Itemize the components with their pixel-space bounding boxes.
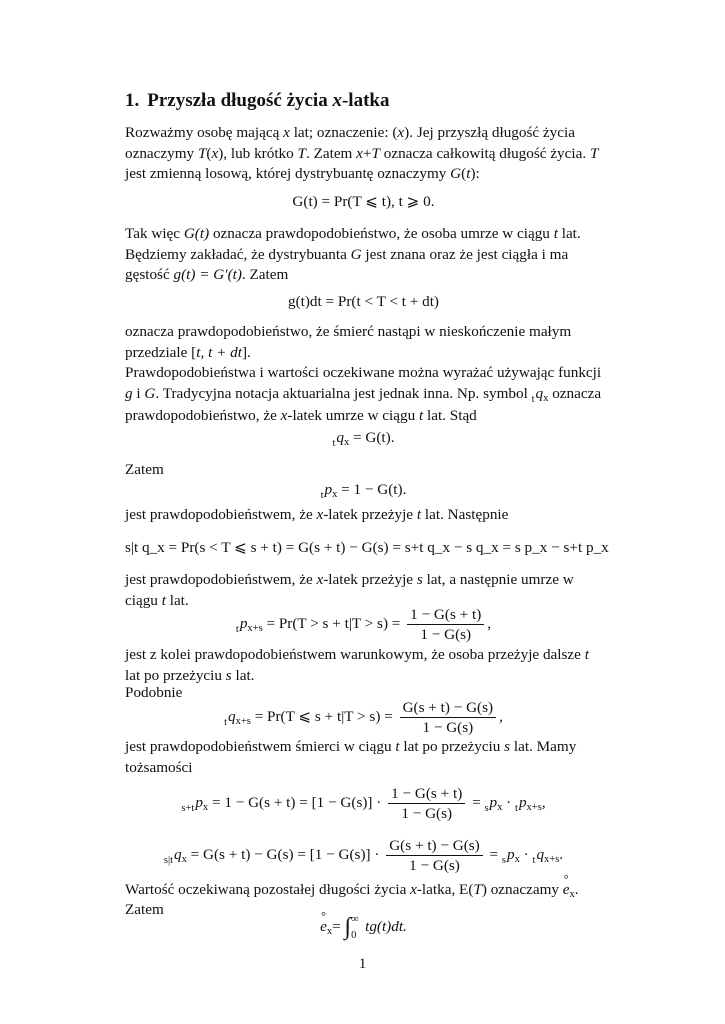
- paragraph-deferred: jest prawdopodobieństwem, że x-latek przeżyje s lat, a następnie umrze w ciągu t lat.: [125, 571, 574, 609]
- paragraph-expectation: Wartość oczekiwaną pozostałej długości życia x-latka, E(T) oznaczamy ° $e_x$.: [125, 880, 602, 901]
- equation-conditional-death: $_tq_{x+s} = Pr(T$ ⩽ s + t|T > s) = $\frac{G(s + t) - G(s)}{1 - G(s)}$ ,: [224, 699, 503, 736]
- equation-conditional-survival: $_tp_{x+s} = Pr(T > s + t|T > s)$ = $\frac{1 - G(s + t)}{1 - G(s)}$ ,: [235, 606, 492, 643]
- text-zatem-2: Zatem: [125, 901, 164, 918]
- paragraph-conditional: jest z kolei prawdopodobieństwem warunkowym, że osoba przeżyje dalsze t lat po przeżyciu s lat.: [125, 646, 589, 684]
- text-zatem-1: Zatem: [125, 461, 164, 478]
- equation-tpx: $_tp_x = 1 - G(t)$.: [320, 481, 407, 501]
- text-podobnie: Podobnie: [125, 684, 183, 701]
- equation-deferred: s|t q_x = Pr(s < T ⩽ s + t) = G(s + t) − G(s) = s+t q_x − s q_x = s p_x − s+t p_x: [125, 539, 609, 556]
- equation-tqx: $_tq_x = G(t)$.: [332, 429, 395, 449]
- paragraph-identities: jest prawdopodobieństwem śmierci w ciągu t lat po przeżyciu s lat. Mamy tożsamości: [125, 738, 577, 776]
- section-heading: 1. Przyszła długość życia x-latka: [125, 90, 390, 111]
- equation-identity-1: $_{s+t}p_x = 1 - G(s + t) = [1 - G(s)]$ · $\frac{1 - G(s + t)}{1 - G(s)}$ = $_sp_x \cdot _tp_{x+s}$,: [181, 785, 546, 822]
- equation-expectation-integral: ° $e_x=$ ∫ ∞ 0 tg(t)dt.: [125, 914, 602, 938]
- paragraph-interval: oznacza prawdopodobieństwo, że śmierć nastąpi w nieskończenie małym przedziale [t, t + dt].: [125, 323, 572, 361]
- paragraph-survival: jest prawdopodobieństwem, że x-latek przeżyje t lat. Następnie: [125, 506, 509, 523]
- paragraph-notation: Prawdopodobieństwa i wartości oczekiwane można wyrażać używając funkcji g i G. Tradycyjna notacja aktuarialna jest jednak inna. Np. symbol $_tq_x$ oznacza prawdopodobieństwo, że x-latek umrze w ciągu t lat. Stąd: [125, 364, 602, 424]
- equation-identity-2: $_{s|t}q_x = G(s + t) - G(s) = [1 - G(s)]$ · $\frac{G(s + t) - G(s)}{1 - G(s)}$ = $_sp_x \cdot _tq_{x+s}$.: [163, 837, 564, 874]
- page-number: 1: [358, 955, 367, 972]
- equation-distribution: G(t) = Pr(T ⩽ t), t ⩾ 0.: [292, 193, 435, 210]
- paragraph-intro: Rozważmy osobę mającą x lat; oznaczenie: (x). Jej przyszłą długość życia oznaczymy T(x), lub krótko T. Zatem x+T oznacza całkowitą długość życia. T jest zmienną losową, której dystrybuantę oznaczymy G(t):: [125, 124, 599, 182]
- paragraph-density: Tak więc G(t) oznacza prawdopodobieństwo, że osoba umrze w ciągu t lat. Będziemy zakładać, że dystrybuanta G jest znana oraz że jest ciągła i ma gęstość g(t) = G′(t). Zatem: [125, 225, 581, 283]
- equation-density: g(t)dt = Pr(t < T < t + dt): [288, 293, 439, 310]
